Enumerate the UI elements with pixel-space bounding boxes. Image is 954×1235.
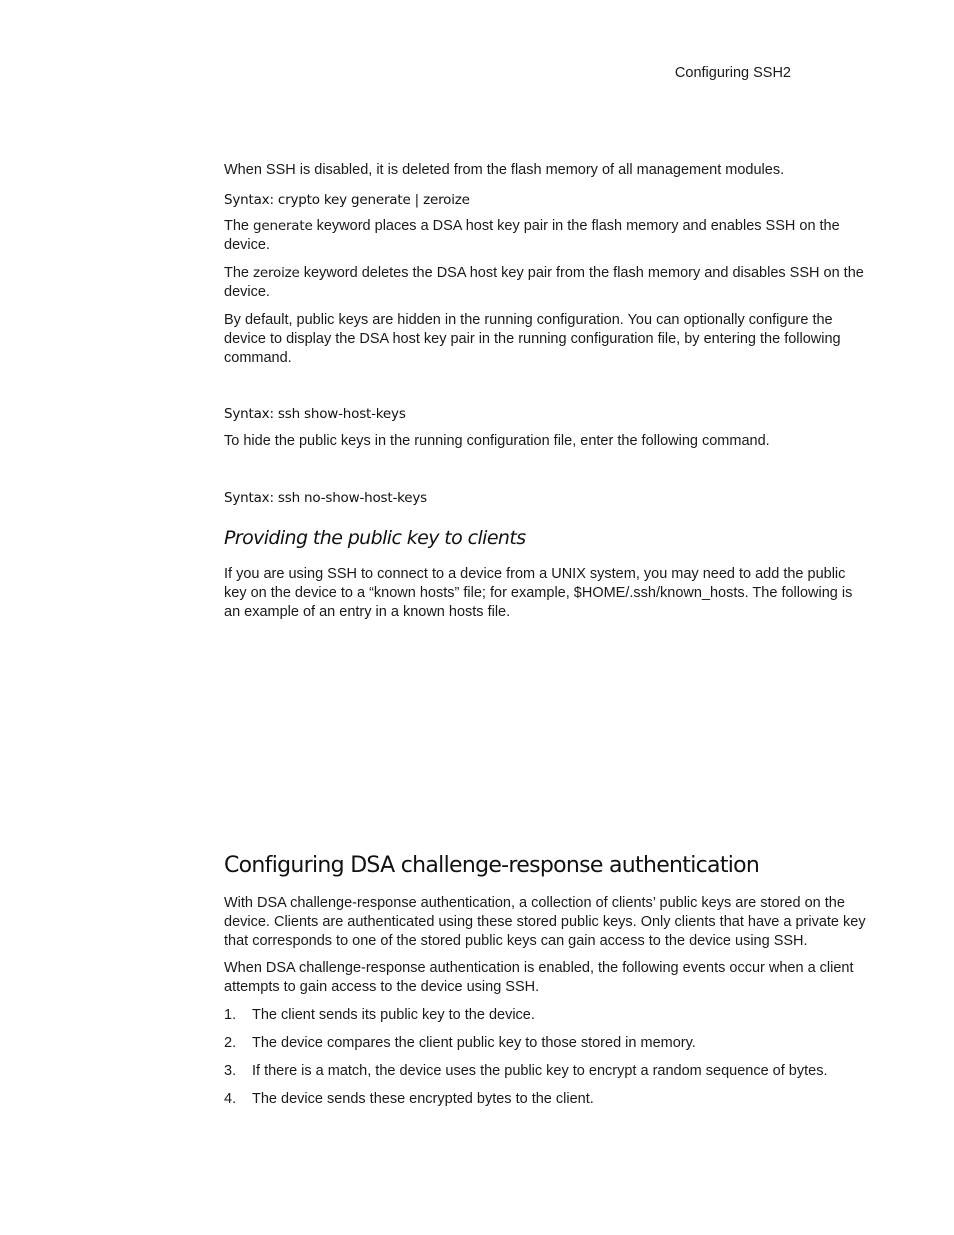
list-text: The device sends these encrypted bytes to the client. (252, 1091, 594, 1107)
syntax-no-show-host-keys: Syntax: ssh no-show-host-keys (224, 490, 428, 506)
list-number: 4. (224, 1091, 237, 1107)
paragraph-default-hidden: By default, public keys are hidden in the running configuration. You can optionally configure the device to display the DSA host key pair in the running configuration file, by entering the following command. (224, 312, 841, 366)
syntax-crypto-key: Syntax: crypto key generate | zeroize (224, 192, 470, 208)
text-segment: keyword places a DSA host key pair in the flash memory and enables SSH on the device. (224, 218, 840, 253)
text-segment: The (224, 265, 254, 281)
paragraph-ssh-disabled: When SSH is disabled, it is deleted from the flash memory of all management modules. (224, 162, 785, 178)
list-text: The device compares the client public key to those stored in memory. (252, 1035, 696, 1051)
paragraph-dsa-events: When DSA challenge-response authentication is enabled, the following events occur when a client attempts to gain access to the device using SSH. (224, 960, 854, 995)
running-header: Configuring SSH2 (674, 65, 791, 81)
paragraph-zeroize (224, 264, 870, 302)
paragraph-hide-keys: To hide the public keys in the running configuration file, enter the following command. (224, 433, 770, 449)
list-number: 1. (224, 1007, 237, 1023)
list-number: 2. (224, 1035, 237, 1051)
keyword-zeroize: zeroize (253, 265, 300, 281)
paragraph-dsa-collection: With DSA challenge-response authentication, a collection of clients’ public keys are stored on the device. Clients are authenticated using these stored public keys. Only clients that have a private key that corresponds to one of the stored public keys can gain access to the device using SSH. (224, 895, 866, 949)
list-number: 3. (224, 1063, 237, 1079)
text-segment: keyword deletes the DSA host key pair from the flash memory and disables SSH on the device. (224, 265, 864, 300)
list-text: The client sends its public key to the device. (252, 1007, 535, 1023)
subheading-providing-public-key: Providing the public key to clients (224, 527, 526, 549)
list-text: If there is a match, the device uses the public key to encrypt a random sequence of bytes. (252, 1063, 828, 1079)
keyword-generate: generate (253, 218, 313, 234)
paragraph-generate (224, 217, 870, 255)
paragraph-unix-known-hosts: If you are using SSH to connect to a device from a UNIX system, you may need to add the public key on the device to a “known hosts” file; for example, $HOME/.ssh/known_hosts. The following is an example of an entry in a known hosts file. (224, 566, 853, 620)
syntax-show-host-keys: Syntax: ssh show-host-keys (224, 406, 406, 422)
text-segment: The (224, 218, 254, 234)
section-heading-dsa-auth: Configuring DSA challenge-response authentication (224, 853, 760, 878)
